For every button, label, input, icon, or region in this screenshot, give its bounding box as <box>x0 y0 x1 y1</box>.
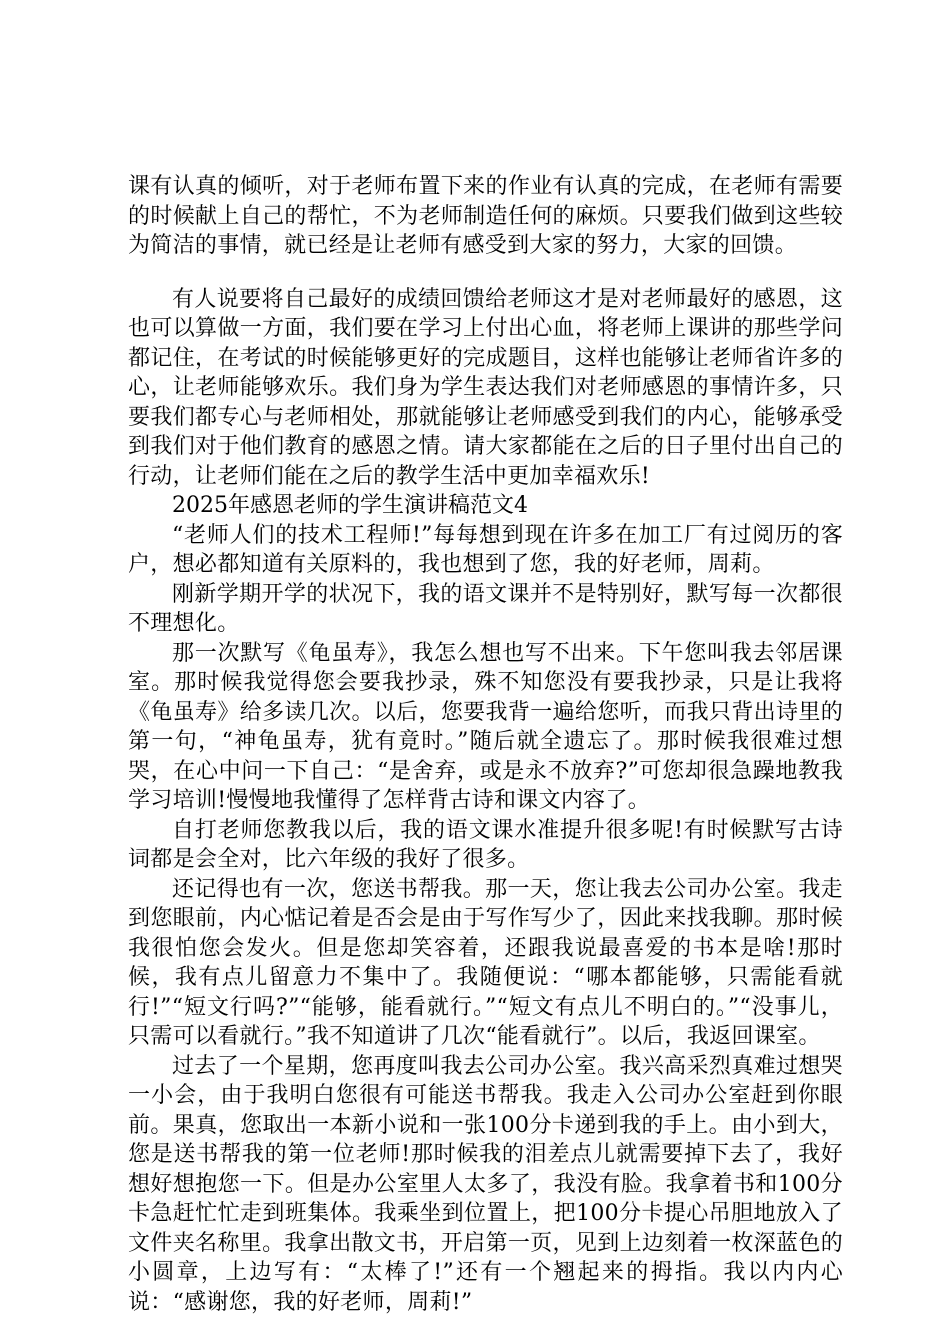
paragraph-dictation: 那一次默写《龟虽寿》，我怎么想也写不出来。下午您叫我去邻居课室。那时候我觉得您会要我抄录，殊不知您没有要我抄录，只是让我将《龟虽寿》给多读几次。以后，您要我背一遍给您听，而我只背出诗里的第一句，“神龟虽寿，犹有竟时。”随后就全遗忘了。那时候我很难过想哭，在心中问一下自己：“是舍弃，或是永不放弃?”可您却很急躁地教我学习培训!慢慢地我懂得了怎样背古诗和课文内容了。 <box>128 640 843 813</box>
paragraph-semester: 刚新学期开学的状况下，我的语文课并不是特别好，默写每一次都很不理想化。 <box>128 581 843 636</box>
paragraph-feedback: 有人说要将自己最好的成绩回馈给老师这才是对老师最好的感恩，这也可以算做一方面，我们要在学习上付出心血，将老师上课讲的那些学问都记住，在考试的时候能够更好的完成题目，这样也能够让老师省许多的心，让老师能够欢乐。我们身为学生表达我们对老师感恩的事情许多，只要我们都专心与老师相处，那就能够让老师感受到我们的内心，能够承受到我们对于他们教育的感恩之情。请大家都能在之后的日子里付出自己的行动，让老师们能在之后的教学生活中更加幸福欢乐! <box>128 286 843 489</box>
paragraph-continuation: 课有认真的倾听，对于老师布置下来的作业有认真的完成，在老师有需要的时候献上自己的帮忙，不为老师制造任何的麻烦。只要我们做到这些较为简洁的事情，就已经是让老师有感受到大家的努力，大家的回馈。 <box>128 174 843 258</box>
section-heading: 2025年感恩老师的学生演讲稿范文4 <box>172 493 528 518</box>
paragraph-gap <box>128 261 843 285</box>
document-page <box>128 172 843 1317</box>
paragraph-improvement: 自打老师您教我以后，我的语文课水准提升很多呢!有时候默写古诗词都是会全对，比六年级的我好了很多。 <box>128 817 843 872</box>
paragraph-intro: “老师人们的技术工程师!”每每想到现在许多在加工厂有过阅历的客户，想必都知道有关原料的，我也想到了您，我的好老师，周莉。 <box>128 522 843 577</box>
paragraph-week-later: 过去了一个星期，您再度叫我去公司办公室。我兴高采烈真难过想哭一小会，由于我明白您很有可能送书帮我。我走入公司办公室赶到你眼前。果真，您取出一本新小说和一张100分卡递到我的手上。由小到大，您是送书帮我的第一位老师!那时候我的泪差点儿就需要掉下去了，我好想好想抱您一下。但是办公室里人太多了，我没有脸。我拿着书和100分卡急赶忙忙走到班集体。我乘坐到位置上，把100分卡提心吊胆地放入了文件夹名称里。我拿出散文书，开启第一页，见到上边刻着一枚深蓝色的小圆章，上边写有：“太棒了!”还有一个翘起来的拇指。我以内内心说：“感谢您，我的好老师，周莉!” <box>128 1053 843 1315</box>
paragraph-book-gift: 还记得也有一次，您送书帮我。那一天，您让我去公司办公室。我走到您眼前，内心惦记着是否会是由于写作写少了，因此来找我聊。那时候我很怕您会发火。但是您却笑容着，还跟我说最喜爱的书本是啥!那时候，我有点儿留意力不集中了。我随便说：“哪本都能够，只需能看就行!”“短文行吗?”“能够，能看就行。”“短文有点儿不明白的。”“没事儿，只需可以看就行。”我不知道讲了几次“能看就行”。以后，我返回课室。 <box>128 876 843 1049</box>
